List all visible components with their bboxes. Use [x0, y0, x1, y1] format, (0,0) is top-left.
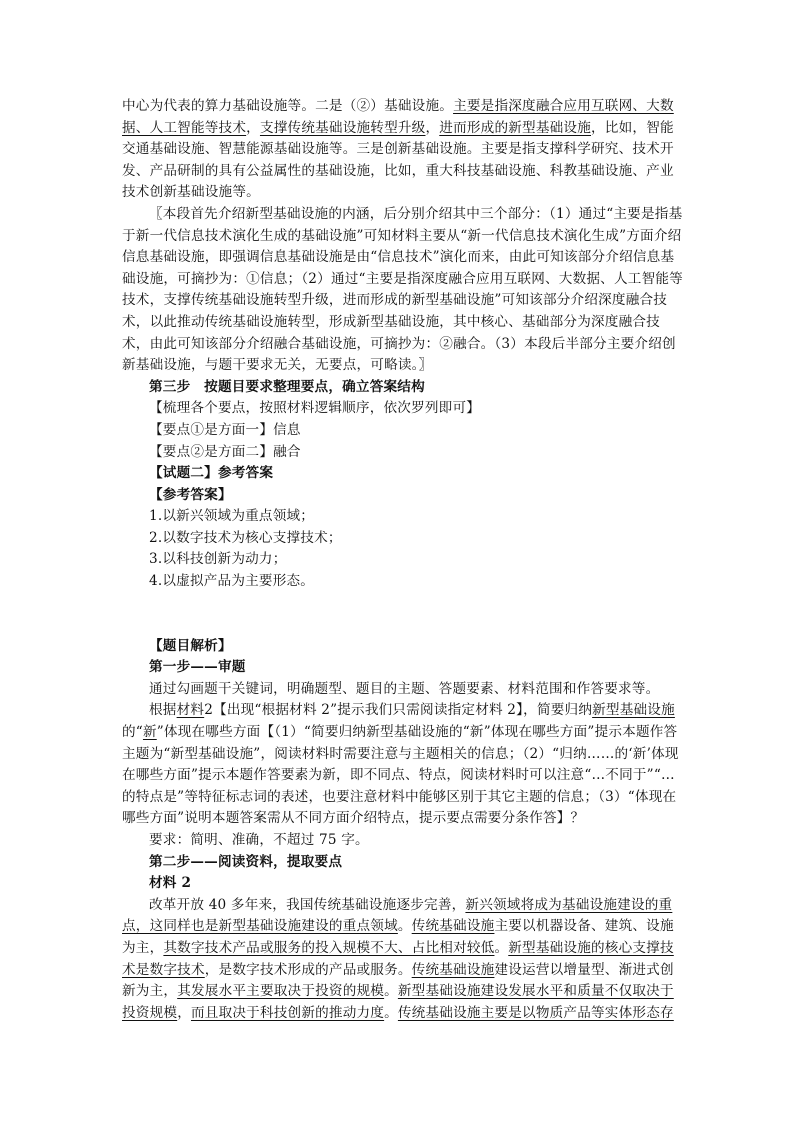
answer-item-3: 3.以科技创新为动力； — [149, 551, 287, 568]
text-segment: ， — [425, 119, 440, 136]
step3-note: 【梳理各个要点，按照材料逻辑顺序，依次罗列即可】 — [149, 400, 481, 417]
underlined-text: 材料 — [176, 702, 205, 719]
text-segment: ，比如，智能交通基础设施、智慧能源基础设施等。三是创新基础设施。主要是指支撑科学研究、技术开发、产品研制的具有公益属性的基础设施，比如，重大科技基础设施、科教基础设施、产业技术创新基础设施等。 — [122, 119, 674, 201]
text-segment: 。 — [397, 918, 412, 935]
underlined-text: 新 — [142, 724, 157, 741]
text-segment: 2【出现“根据材料 2”提示我们只需阅读指定材料 2】，简要归纳 — [204, 702, 593, 719]
paragraph-question — [122, 700, 684, 830]
underlined-text: 传统基础设施 — [411, 961, 495, 978]
text-segment: 的“ — [122, 724, 143, 741]
underlined-text: 而且取决于科技创新的推动力度 — [190, 1004, 385, 1021]
analysis-heading: 【题目解析】 — [149, 637, 232, 654]
step1-heading: 第一步——审题 — [149, 659, 246, 676]
underlined-text: 传统基础设施 — [411, 918, 495, 935]
text-segment: ，是数字技术形成的产品或服务。 — [204, 961, 412, 978]
paragraph-material-2 — [122, 895, 684, 1025]
text-segment: ， — [177, 1004, 191, 1021]
step1-text: 通过勾画题干关键词，明确题型、题目的主题、答题要素、材料范围和作答要求等。 — [149, 680, 660, 697]
underlined-text: 其数字技术产品或服务的投入规模不大、占比相对较低 — [163, 939, 495, 956]
underlined-text: 传统基础设施主要是以物质产品等实体形态存 — [397, 1004, 674, 1021]
text-segment: 。 — [384, 983, 398, 1000]
answer-item-1: 1.以新兴领域为重点领域； — [149, 508, 315, 525]
underlined-text: 进而形成的新型基础设施 — [439, 119, 592, 136]
text-segment: ， — [246, 119, 260, 136]
document-body — [122, 96, 684, 1024]
underlined-text: 新兴领域将成为基础设施建设的重点，这同样也是新型基础设施建设的重点领域 — [122, 896, 673, 935]
point-two: 【要点②是方面二】融合 — [149, 443, 301, 460]
underlined-text: 其发展水平主要取决于投资的规模 — [177, 983, 385, 1000]
answer-item-4: 4.以虚拟产品为主要形态。 — [149, 573, 315, 590]
text-segment: 建设运营以增量型、渐进式创新为主， — [122, 961, 674, 1000]
underlined-text: 主要是指深度融合应用互联网、大数据、人工智能等技术 — [122, 98, 674, 136]
underlined-text: 新型基础设施建设发展水平和质量不仅取决于投资规模 — [122, 983, 674, 1021]
question2-heading: 【试题二】参考答案 — [149, 465, 274, 482]
text-segment: 改革开放 40 多年来，我国传统基础设施逐步完善， — [149, 896, 466, 913]
underlined-text: 新型基础设施的核心支撑技术是数字技术 — [122, 939, 674, 978]
underlined-text: 支撑传统基础设施转型升级 — [259, 119, 426, 136]
step3-heading: 第三步 按题目要求整理要点，确立答案结构 — [149, 378, 425, 395]
text-segment: 中心为代表的算力基础设施等。二是（②）基础设施。 — [122, 98, 454, 114]
paragraph-infrastructure-types — [122, 96, 684, 204]
text-segment: 。 — [494, 939, 509, 956]
section-spacer — [122, 593, 684, 636]
material-label: 材料 2 — [149, 875, 192, 892]
paragraph-analysis-note: 〖本段首先介绍新型基础设施的内涵，后分别介绍其中三个部分：（1）通过“主要是指基于新一代信息技术演化生成的基础设施”可知材料主要从“新一代信息技术演化生成”方面介绍信息基础设施，即强调信息基础设施是由“信息技术”演化而来，由此可知该部分介绍信息基础设施，可摘抄为：①信息；（2）通过“主要是指深度融合应用互联网、大数据、人工智能等技术，支撑传统基础设施转型升级，进而形成的新型基础设施”可知该部分介绍深度融合技术，以此推动传统基础设施转型，形成新型基础设施，其中核心、基础部分为深度融合技术，由此可知该部分介绍融合基础设施，可摘抄为：②融合。（3）本段后半部分主要介绍创新基础设施，与题干要求无关，无要点，可略读。〗 — [122, 205, 683, 374]
requirement-text: 要求：简明、准确，不超过 75 字。 — [149, 832, 369, 848]
text-segment: ”体现在哪些方面【（1）“简要归纳新型基础设施的“新”体现在哪些方面”提示本题作答主题为“新型基础设施”，阅读材料时需要注意与主题相关的信息；（2）“归纳……的‘新’体现在哪些方面”提示本题作答要素为新，即不同点、特点，阅读材料时可以注意“…不同于”“…的特点是”等特征标志词的表述，也要注意材料中能够区别于其它主题的信息；（3）“体现在哪些方面”说明本题答案需从不同方面介绍特点，提示要点需要分条作答】？ — [122, 724, 679, 827]
step2-heading: 第二步——阅读资料，提取要点 — [149, 853, 343, 870]
reference-answer-label: 【参考答案】 — [149, 486, 232, 503]
point-one: 【要点①是方面一】信息 — [149, 421, 301, 438]
text-segment: 主要以机器设备、建筑、设施为主， — [122, 918, 674, 956]
text-segment: 。 — [384, 1004, 398, 1021]
answer-item-2: 2.以数字技术为核心支撑技术； — [149, 529, 342, 546]
text-segment: 根据 — [149, 702, 177, 719]
underlined-text: 新型基础设施 — [592, 702, 675, 719]
